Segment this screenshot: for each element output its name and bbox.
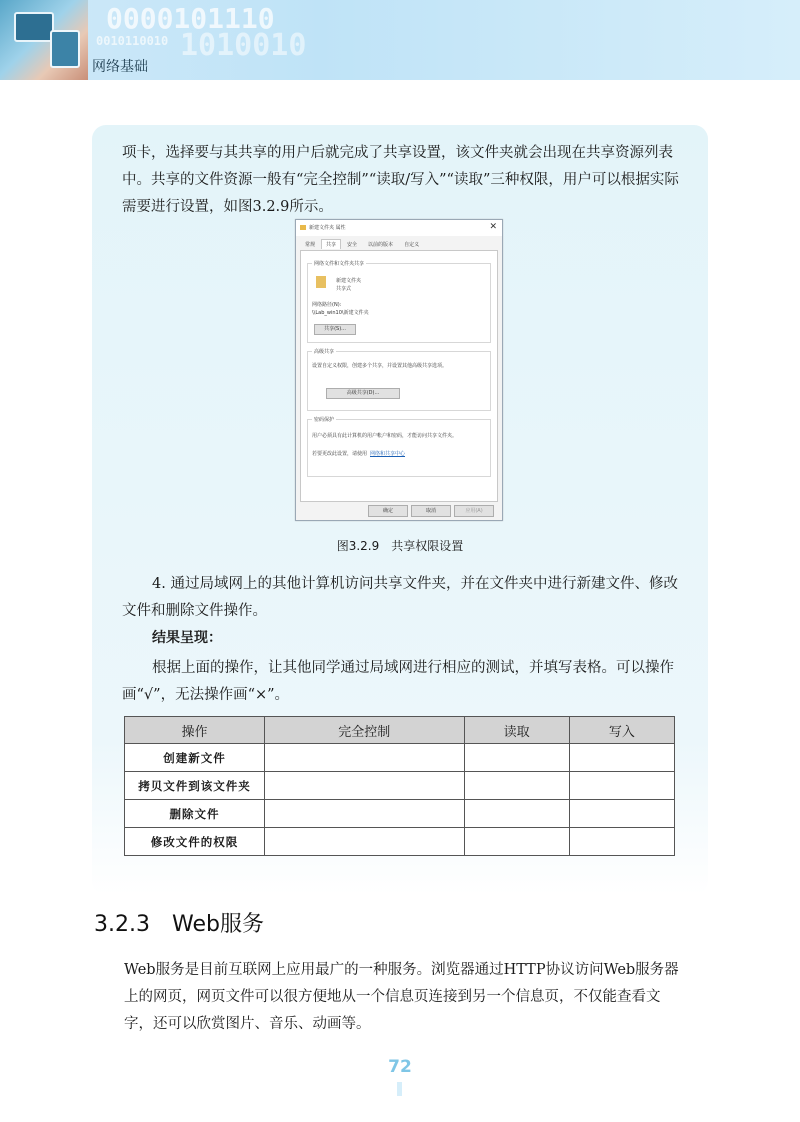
section-heading: [94, 907, 264, 938]
paragraph-text: 4. 通过局域网上的其他计算机访问共享文件夹，并在文件夹中进行新建文件、修改文件和删除文件操作。: [122, 576, 678, 619]
paragraph-instructions: [122, 655, 682, 709]
table-row: [125, 800, 675, 828]
group-description: 设置自定义权限，创建多个共享，并设置其他高级共享选项。: [312, 363, 448, 369]
dialog-panel: [300, 250, 498, 502]
row-operation: 创建新文件: [125, 744, 265, 772]
table-cell[interactable]: [265, 828, 465, 856]
paragraph-step-4: [122, 571, 682, 625]
permissions-table: [124, 716, 675, 856]
folder-icon: [300, 225, 306, 230]
section-title: Web服务: [171, 912, 264, 937]
table-row: [125, 828, 675, 856]
page-header: [0, 0, 800, 80]
row-operation: 修改文件的权限: [125, 828, 265, 856]
table-cell[interactable]: [265, 772, 465, 800]
tab-previous-versions[interactable]: 以前的版本: [368, 242, 394, 248]
dialog-tabs: [300, 239, 425, 249]
header-read: 读取: [464, 717, 569, 744]
header-photo: [0, 0, 88, 80]
chapter-title: 网络基础: [92, 59, 148, 75]
paragraph-web-service: [124, 957, 684, 1038]
table-row: [125, 772, 675, 800]
path-label: 网络路径(N):: [312, 302, 342, 308]
tab-sharing[interactable]: 共享: [321, 239, 341, 249]
page-number-bar: [397, 1082, 402, 1096]
tab-general[interactable]: 常规: [305, 242, 316, 248]
group-label: 高级共享: [314, 349, 335, 355]
table-cell[interactable]: [265, 744, 465, 772]
folder-name: 新建文件夹: [336, 278, 362, 284]
section-number: 3.2.3: [94, 912, 150, 937]
table-cell[interactable]: [464, 772, 569, 800]
table-cell[interactable]: [464, 744, 569, 772]
dialog-title: 新建文件夹 属性: [309, 225, 346, 231]
paragraph-text: 根据上面的操作，让其他同学通过局域网进行相应的测试，并填写表格。可以操作画“√”，无法操作画“×”。: [122, 660, 674, 703]
group-label: 密码保护: [314, 417, 335, 423]
path-value: \\Lab_win10\新建文件夹: [312, 310, 369, 316]
tab-customize[interactable]: 自定义: [404, 242, 420, 248]
tablet-image: [50, 30, 80, 68]
figure-caption: [0, 537, 800, 554]
dialog-titlebar: [296, 220, 502, 236]
header-full-control: 完全控制: [265, 717, 465, 744]
binary-text: 0000101110: [106, 2, 275, 35]
folder-icon: [316, 276, 326, 288]
properties-dialog-figure: [295, 219, 503, 521]
table-header-row: [125, 717, 675, 744]
result-label: 结果呈现：: [152, 630, 222, 646]
page-number: 72: [388, 1057, 412, 1077]
table-cell[interactable]: [464, 828, 569, 856]
table-cell[interactable]: [464, 800, 569, 828]
share-button[interactable]: 共享(S)...: [314, 324, 356, 335]
table-cell[interactable]: [569, 800, 674, 828]
binary-text: 0010110010: [96, 34, 169, 48]
table-cell[interactable]: [569, 828, 674, 856]
caption-text: 共享权限设置: [391, 539, 464, 553]
cancel-button[interactable]: 取消: [411, 505, 451, 517]
network-sharing-group: [307, 263, 491, 343]
binary-text: 1010010: [180, 28, 307, 63]
tab-security[interactable]: 安全: [347, 242, 358, 248]
paragraph-text: Web服务是目前互联网上应用最广的一种服务。浏览器通过HTTP协议访问Web服务器上的网页，网页文件可以很方便地从一个信息页连接到另一个信息页，不仅能查看文字，还可以欣赏图片、音乐、动画等。: [124, 962, 679, 1032]
group-label: 网络文件和文件夹共享: [314, 261, 365, 267]
laptop-image: [14, 12, 54, 42]
table-cell[interactable]: [569, 744, 674, 772]
table-cell[interactable]: [569, 772, 674, 800]
folder-status: 共享式: [336, 286, 352, 292]
close-icon[interactable]: ✕: [489, 222, 497, 232]
header-operation: 操作: [125, 717, 265, 744]
group-description: 用户必须具有此计算机的用户帐户和密码，才能访问共享文件夹。: [312, 433, 458, 439]
row-operation: 删除文件: [125, 800, 265, 828]
network-center-link[interactable]: 网络和共享中心: [370, 451, 406, 457]
advanced-sharing-button[interactable]: 高级共享(D)...: [326, 388, 400, 399]
apply-button[interactable]: 应用(A): [454, 505, 494, 517]
ok-button[interactable]: 确定: [368, 505, 408, 517]
paragraph-1: 项卡，选择要与其共享的用户后就完成了共享设置，该文件夹就会出现在共享资源列表中。共享的文件资源一般有“完全控制”“读取/写入”“读取”三种权限，用户可以根据实际需要进行设置，如图3.2.9所示。: [122, 145, 679, 215]
table-row: [125, 744, 675, 772]
caption-number: 图3.2.9: [336, 539, 380, 553]
advanced-sharing-group: [307, 351, 491, 411]
header-write: 写入: [569, 717, 674, 744]
password-protection-group: [307, 419, 491, 477]
group-hint: 若要更改此设置，请使用: [312, 451, 368, 457]
table-cell[interactable]: [265, 800, 465, 828]
row-operation: 拷贝文件到该文件夹: [125, 772, 265, 800]
